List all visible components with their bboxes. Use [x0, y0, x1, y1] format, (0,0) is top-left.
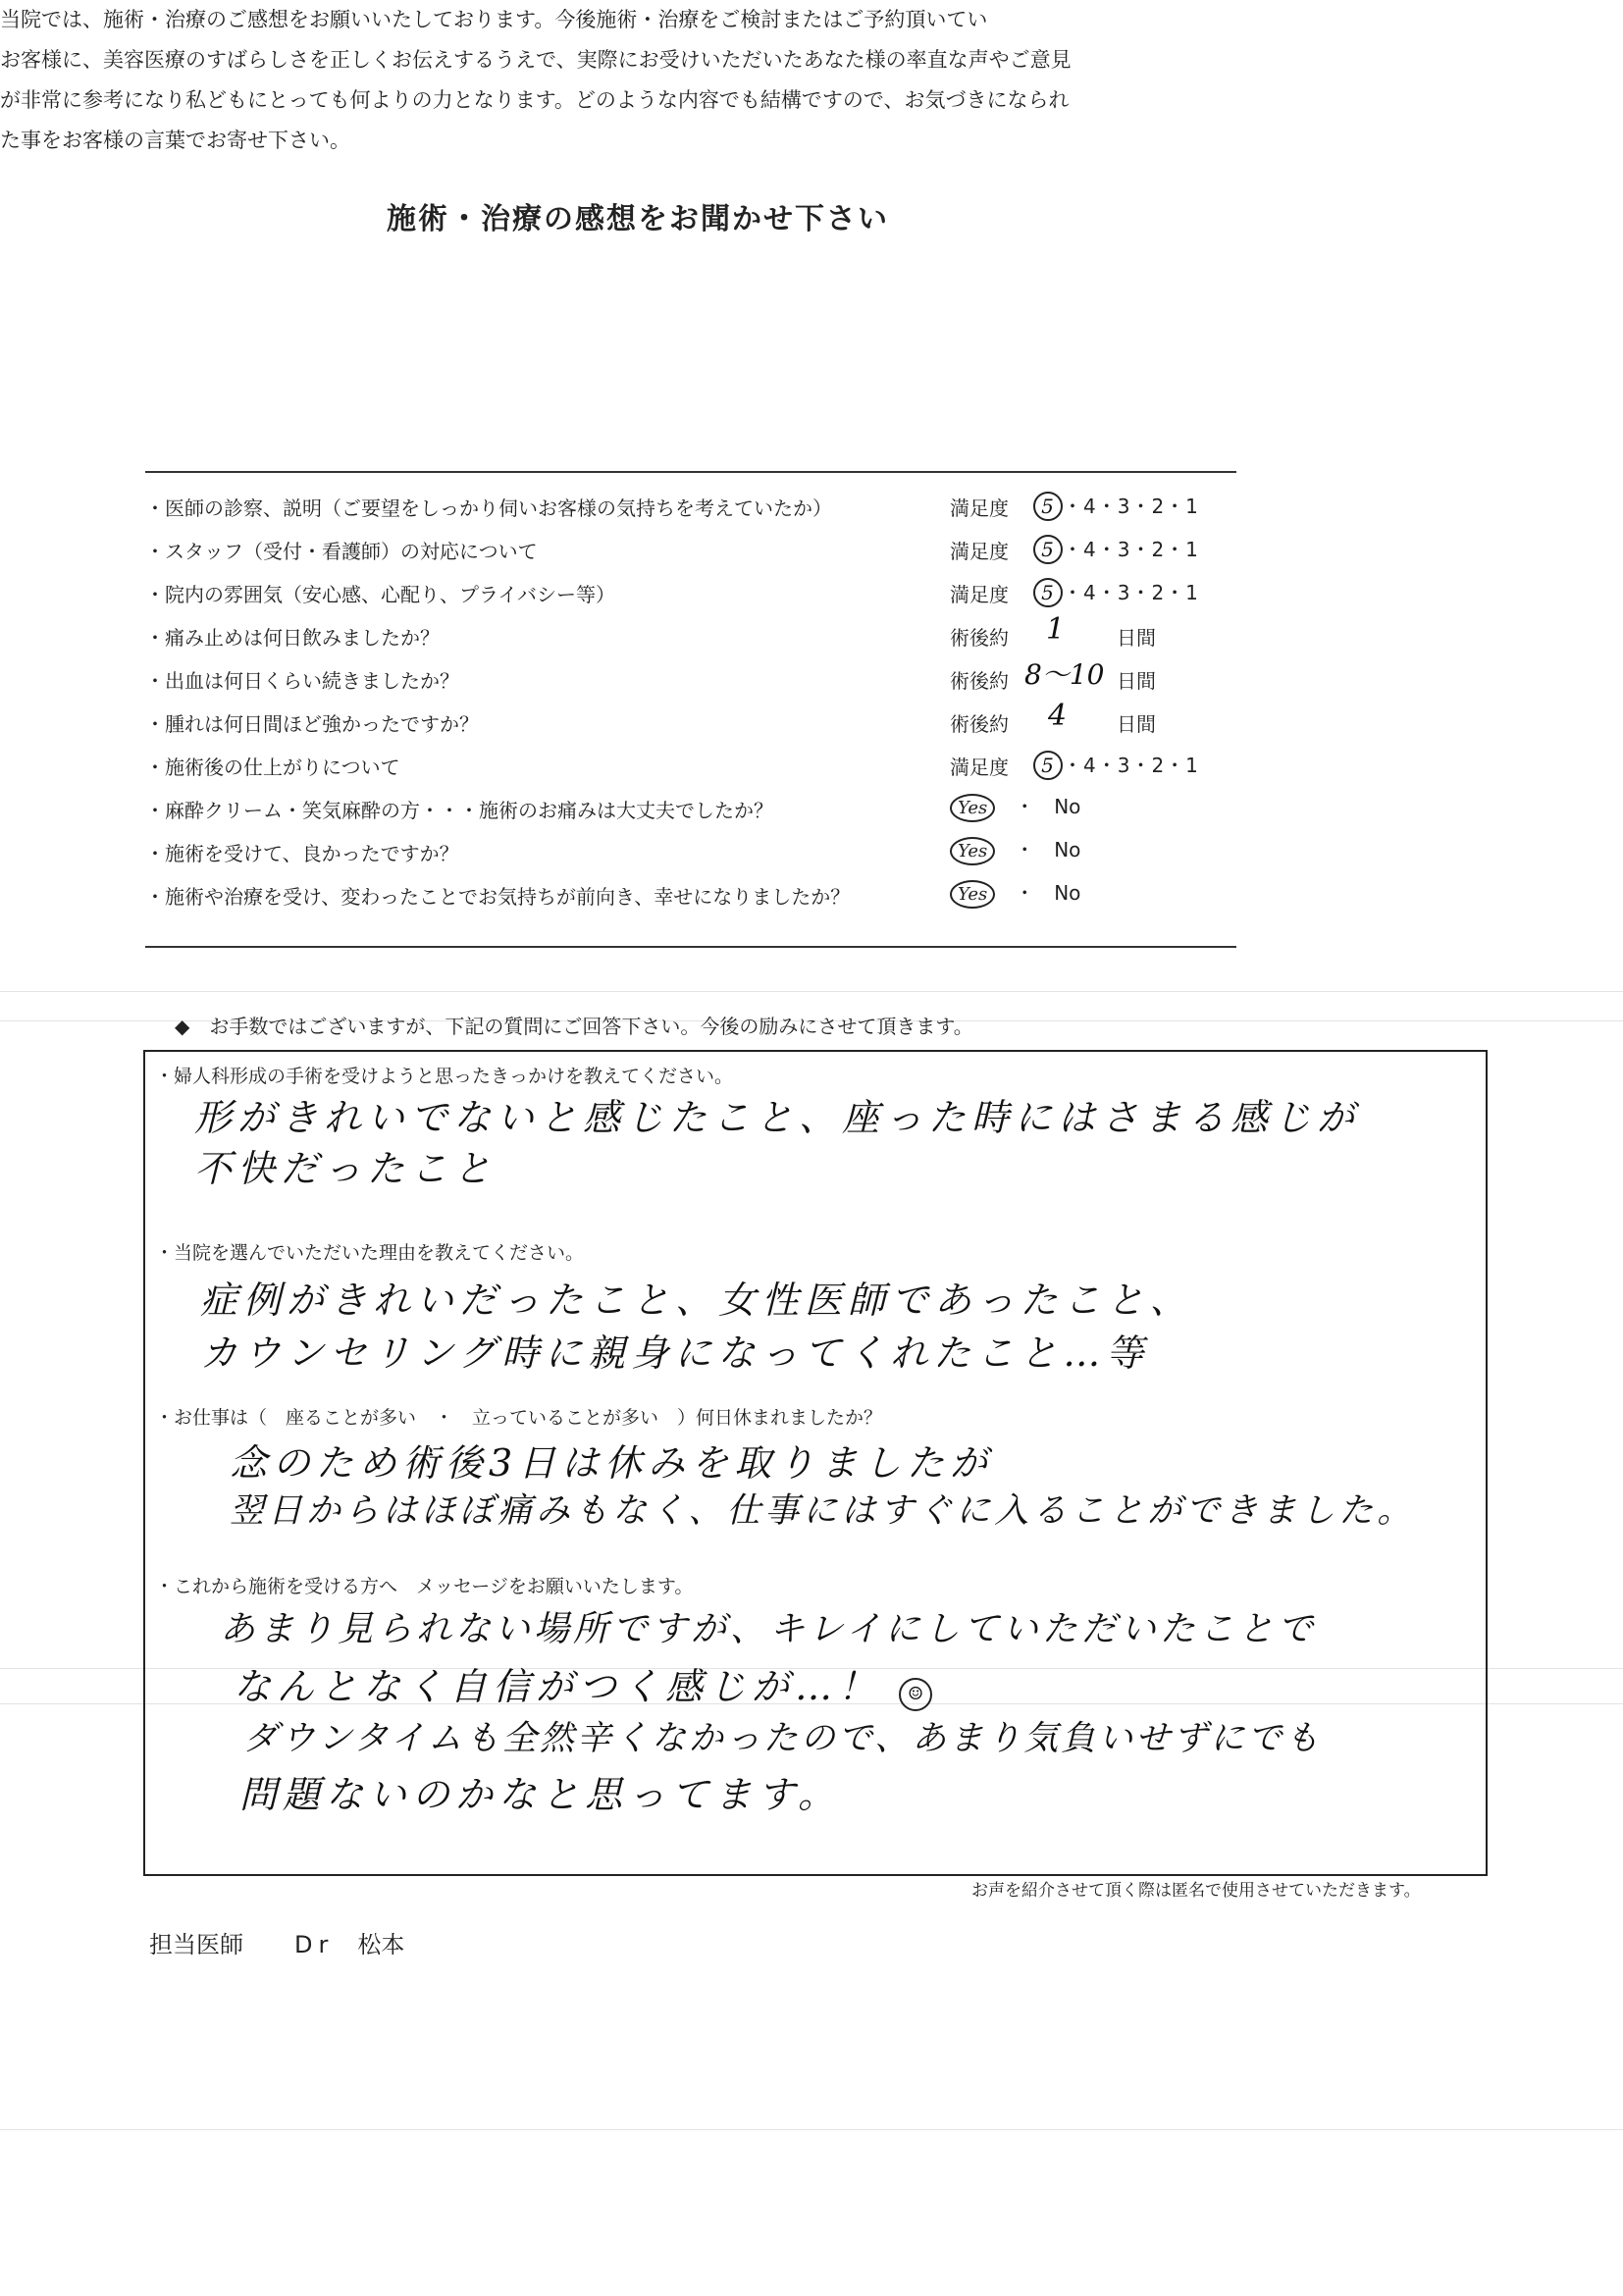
- separator: ・: [1015, 795, 1035, 818]
- label-reason: ・婦人科形成の手術を受けようと思ったきっかけを教えてください。: [155, 1066, 734, 1087]
- label-work: ・お仕事は（ 座ることが多い ・ 立っていることが多い ）何日休まれましたか？: [155, 1407, 883, 1429]
- doctor-line: [149, 1925, 455, 1959]
- option-no: No: [1054, 881, 1081, 905]
- rating-scale: [1036, 534, 1199, 564]
- rating-label: 満足度: [950, 496, 1009, 520]
- question-satisfied: ・施術を受けて、良かったですか？: [145, 842, 459, 865]
- rating-label: 満足度: [950, 583, 1009, 606]
- option-no: No: [1054, 795, 1081, 818]
- doctor-prefix: Dr: [294, 1931, 335, 1958]
- circled-yes: Yes: [950, 880, 995, 909]
- handwritten-answer-line: [234, 1656, 932, 1711]
- question-anesthesia: ・麻酔クリーム・笑気麻酔の方・・・施術のお痛みは大丈夫でしたか？: [145, 799, 773, 822]
- separator: ・: [1015, 881, 1035, 905]
- handwritten-answer: 症例がきれいだったこと、女性医師であったこと、: [200, 1278, 1193, 1322]
- days-unit: 日間: [1117, 712, 1156, 736]
- handwritten-answer: ダウンタイムも全然辛くなかったので、あまり気負いせずにでも: [243, 1719, 1323, 1758]
- rating-rest: ・4・3・2・1: [1063, 754, 1199, 777]
- smiley-doodle-icon: ☺: [899, 1678, 932, 1711]
- rating-label: 満足度: [950, 756, 1009, 779]
- label-message: ・これから施術を受ける方へ メッセージをお願いいたします。: [155, 1576, 694, 1597]
- days-unit: 日間: [1117, 669, 1156, 693]
- answer-box: [143, 1050, 1488, 1876]
- option-no: No: [1054, 838, 1081, 861]
- separator: ・: [1015, 838, 1035, 861]
- rating-rest: ・4・3・2・1: [1063, 581, 1199, 604]
- section-prompt: ◆ お手数ではございますが、下記の質問にご回答下さい。今後の励みにさせて頂きます。: [175, 1015, 973, 1038]
- divider: [145, 946, 1236, 948]
- question-doctor-explanation: ・医師の診察、説明（ご要望をしっかり伺いお客様の気持ちを考えていたか）: [145, 496, 832, 520]
- handwritten-answer: 不快だったこと: [194, 1147, 497, 1190]
- intro-line: が非常に参考になり私どもにとっても何よりの力となります。どのような内容でも結構ですので、お気づきになられ: [0, 88, 1070, 112]
- days-unit: 日間: [1117, 626, 1156, 650]
- handwritten-days: 1: [1046, 612, 1066, 647]
- yes-no-answer: [950, 877, 1080, 909]
- faint-line: [0, 991, 1623, 992]
- handwritten-answer: なんとなく自信がつく感じが…！: [234, 1665, 882, 1708]
- circled-answer: 5: [1033, 751, 1063, 780]
- handwritten-answer: 念のため術後3日は休みを取りましたが: [230, 1441, 994, 1485]
- anonymity-note: お声を紹介させて頂く際は匿名で使用させていただきます。: [971, 1881, 1421, 1901]
- handwritten-answer: 翌日からはほぼ痛みもなく、仕事にはすぐに入ることができました。: [230, 1491, 1416, 1531]
- yes-no-answer: [950, 791, 1080, 822]
- intro-text: [0, 0, 1089, 161]
- question-staff: ・スタッフ（受付・看護師）の対応について: [145, 540, 538, 563]
- question-bleeding: ・出血は何日くらい続きましたか？: [145, 669, 459, 693]
- rating-rest: ・4・3・2・1: [1063, 495, 1199, 518]
- faint-line: [0, 2129, 1623, 2130]
- yes-no-answer: [950, 834, 1080, 865]
- doctor-name: 松本: [357, 1931, 405, 1958]
- circled-yes: Yes: [950, 794, 995, 822]
- days-label: 術後約: [950, 626, 1009, 650]
- label-clinic-reason: ・当院を選んでいただいた理由を教えてください。: [155, 1242, 585, 1264]
- days-label: 術後約: [950, 712, 1009, 736]
- days-label: 術後約: [950, 669, 1009, 693]
- handwritten-days: 8〜10: [1024, 658, 1105, 691]
- doctor-label: 担当医師: [149, 1931, 243, 1958]
- question-atmosphere: ・院内の雰囲気（安心感、心配り、プライバシー等）: [145, 583, 615, 606]
- handwritten-answer: 形がきれいでないと感じたこと、座った時にはさまる感じが: [194, 1096, 1361, 1139]
- handwritten-answer: カウンセリング時に親身になってくれたこと…等: [200, 1331, 1150, 1375]
- circled-answer: 5: [1033, 578, 1063, 607]
- handwritten-days: 4: [1048, 699, 1068, 733]
- circled-answer: 5: [1033, 535, 1063, 564]
- circled-yes: Yes: [950, 837, 995, 865]
- handwritten-answer: あまり見られない場所ですが、キレイにしていただいたことで: [220, 1609, 1317, 1649]
- question-painkillers: ・痛み止めは何日飲みましたか？: [145, 626, 440, 650]
- rating-scale: [1036, 750, 1199, 780]
- question-result: ・施術後の仕上がりについて: [145, 756, 400, 779]
- divider: [145, 471, 1236, 473]
- question-positive: ・施術や治療を受け、変わったことでお気持ちが前向き、幸せになりましたか？: [145, 885, 851, 909]
- rating-scale: [1036, 577, 1199, 607]
- handwritten-answer: 問題ないのかなと思ってます。: [239, 1773, 841, 1816]
- page-title: 施術・治療の感想をお聞かせ下さい: [387, 202, 889, 236]
- rating-rest: ・4・3・2・1: [1063, 538, 1199, 561]
- intro-line: 当院では、施術・治療のご感想をお願いいたしております。今後施術・治療をご検討またはご予約頂いてい: [0, 8, 988, 31]
- rating-label: 満足度: [950, 540, 1009, 563]
- intro-line: お客様に、美容医療のすばらしさを正しくお伝えするうえで、実際にお受けいただいたあなた様の率直な声やご意見: [0, 48, 1072, 72]
- question-swelling: ・腫れは何日間ほど強かったですか？: [145, 712, 479, 736]
- circled-answer: 5: [1033, 492, 1063, 521]
- rating-scale: [1036, 491, 1199, 521]
- intro-line: た事をお客様の言葉でお寄せ下さい。: [0, 129, 350, 152]
